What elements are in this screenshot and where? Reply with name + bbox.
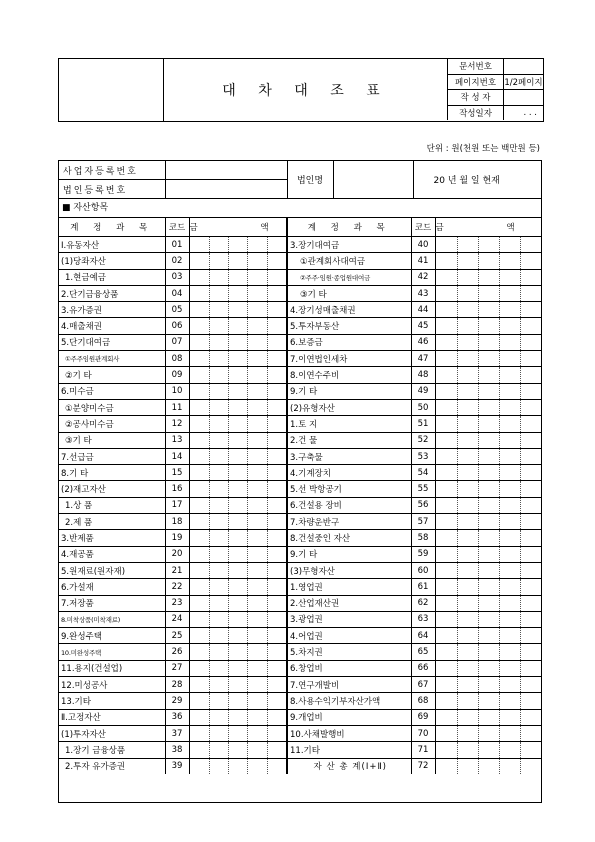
unit-note: 단위 : 원(천원 또는 백만원 등)	[426, 144, 540, 154]
account-name-left: 2.투자 유가증권	[59, 758, 165, 774]
table-row	[59, 530, 541, 546]
amount-field[interactable]	[435, 237, 541, 253]
account-code-left: 02	[165, 253, 189, 269]
amount-field[interactable]	[189, 709, 287, 725]
col-header-account-right: 계 정 과 목	[287, 218, 411, 237]
account-code-right: 57	[411, 514, 435, 530]
account-name-left: 3.유가증권	[59, 302, 165, 318]
account-name-left: ③기 타	[59, 432, 165, 448]
account-name-right: ②주주·임원·종업원대여금	[287, 269, 411, 285]
account-name-left: Ⅱ.고정자산	[59, 709, 165, 725]
account-name-right: 6.창업비	[287, 660, 411, 676]
amount-field[interactable]	[189, 514, 287, 530]
table-row	[59, 514, 541, 530]
header-blank-cell	[59, 59, 164, 121]
account-name-left: 1.장기 금융상품	[59, 742, 165, 758]
account-code-left: 38	[165, 742, 189, 758]
table-row	[59, 302, 541, 318]
amount-field[interactable]	[435, 611, 541, 627]
table-row	[59, 399, 541, 415]
account-code-left: 22	[165, 579, 189, 595]
col-header-amount-right: 금 액	[435, 218, 541, 237]
account-code-right: 49	[411, 383, 435, 399]
account-code-left: 37	[165, 725, 189, 741]
amount-field[interactable]	[189, 562, 287, 578]
account-name-left: ①주주임원관계회사	[59, 351, 165, 367]
amount-field[interactable]	[189, 530, 287, 546]
account-code-left: 15	[165, 465, 189, 481]
account-code-right: 54	[411, 465, 435, 481]
amount-field[interactable]	[435, 285, 541, 301]
amount-field[interactable]	[189, 334, 287, 350]
account-name-right: 3.구축물	[287, 448, 411, 464]
table-row	[59, 742, 541, 758]
account-code-left: 05	[165, 302, 189, 318]
amount-field[interactable]	[435, 383, 541, 399]
account-code-right: 53	[411, 448, 435, 464]
account-name-left: (2)재고자산	[59, 481, 165, 497]
account-name-left: ②공사미수금	[59, 416, 165, 432]
col-header-code-right: 코드	[411, 218, 435, 237]
account-name-right: 8.사용수익기부자산가액	[287, 693, 411, 709]
account-name-left: 6.미수금	[59, 383, 165, 399]
account-name-right: 2.건 물	[287, 432, 411, 448]
account-code-right: 41	[411, 253, 435, 269]
account-code-right: 44	[411, 302, 435, 318]
account-code-right: 58	[411, 530, 435, 546]
amount-field[interactable]	[189, 302, 287, 318]
account-code-left: 08	[165, 351, 189, 367]
account-name-left: 3.반제품	[59, 530, 165, 546]
account-code-left: 20	[165, 546, 189, 562]
amount-field[interactable]	[189, 399, 287, 415]
account-code-left: 06	[165, 318, 189, 334]
table-row	[59, 481, 541, 497]
account-name-left: 8.기 타	[59, 465, 165, 481]
account-name-right: 9.개업비	[287, 709, 411, 725]
account-name-right: (3)무형자산	[287, 562, 411, 578]
date-label: 작성일자	[448, 105, 504, 120]
account-name-left: 4.재공품	[59, 546, 165, 562]
account-code-right: 69	[411, 709, 435, 725]
amount-field[interactable]	[189, 269, 287, 285]
amount-field[interactable]	[189, 611, 287, 627]
account-code-left: 14	[165, 448, 189, 464]
account-name-right: 4.어업권	[287, 628, 411, 644]
amount-field[interactable]	[435, 465, 541, 481]
account-code-left: 29	[165, 693, 189, 709]
account-code-right: 61	[411, 579, 435, 595]
amount-field[interactable]	[435, 725, 541, 741]
account-code-left: 17	[165, 497, 189, 513]
account-name-left: 11.용지(건설업)	[59, 660, 165, 676]
account-name-left: 7.선급금	[59, 448, 165, 464]
account-code-right: 43	[411, 285, 435, 301]
account-name-left: 10.미완성주택	[59, 644, 165, 660]
table-row	[59, 318, 541, 334]
col-header-code-left: 코드	[165, 218, 189, 237]
amount-field[interactable]	[435, 595, 541, 611]
account-code-right: 67	[411, 677, 435, 693]
balance-sheet-form	[58, 160, 545, 803]
account-name-right: 2.산업재산권	[287, 595, 411, 611]
account-code-right: 60	[411, 562, 435, 578]
amount-field[interactable]	[189, 758, 287, 774]
amount-field[interactable]	[189, 725, 287, 741]
page-number-label: 페이지번호	[448, 74, 504, 90]
amount-field[interactable]	[189, 481, 287, 497]
account-code-left: 13	[165, 432, 189, 448]
table-row	[59, 448, 541, 464]
account-code-right: 52	[411, 432, 435, 448]
account-name-right: 6.건설용 장비	[287, 497, 411, 513]
account-code-left: 28	[165, 677, 189, 693]
amount-field[interactable]	[435, 399, 541, 415]
amount-field[interactable]	[435, 514, 541, 530]
amount-field[interactable]	[189, 628, 287, 644]
account-name-right: ③기 타	[287, 285, 411, 301]
account-name-left: 9.완성주택	[59, 628, 165, 644]
account-code-left: 26	[165, 644, 189, 660]
table-row	[59, 644, 541, 660]
amount-field[interactable]	[189, 432, 287, 448]
account-name-left: 2.단기금융상품	[59, 285, 165, 301]
account-code-left: 24	[165, 611, 189, 627]
biz-reg-number-label: 사업자등록번호	[59, 161, 165, 180]
account-name-left: 5.단기대여금	[59, 334, 165, 350]
account-name-right: 1.영업권	[287, 579, 411, 595]
table-row	[59, 497, 541, 513]
table-row	[59, 432, 541, 448]
account-code-left: 36	[165, 709, 189, 725]
account-code-right: 72	[411, 758, 435, 774]
account-name-right: 7.차량운반구	[287, 514, 411, 530]
amount-field[interactable]	[435, 579, 541, 595]
account-code-right: 47	[411, 351, 435, 367]
account-name-left: 7.저장품	[59, 595, 165, 611]
account-code-right: 48	[411, 367, 435, 383]
account-code-left: 23	[165, 595, 189, 611]
table-row	[59, 367, 541, 383]
account-name-left: 8.미착상품(미착재료)	[59, 611, 165, 627]
account-name-right: 6.보증금	[287, 334, 411, 350]
amount-field[interactable]	[435, 530, 541, 546]
document-title: 대 차 대 조 표	[222, 83, 389, 99]
account-name-left: 2.제 품	[59, 514, 165, 530]
amount-field[interactable]	[435, 628, 541, 644]
doc-number-value[interactable]	[504, 59, 544, 74]
amount-field[interactable]	[189, 448, 287, 464]
table-row	[59, 237, 541, 253]
amount-field[interactable]	[189, 742, 287, 758]
account-name-right: 8.이연수주비	[287, 367, 411, 383]
amount-field[interactable]	[435, 693, 541, 709]
table-row	[59, 253, 541, 269]
corp-name-label: 법인명	[287, 161, 333, 199]
amount-field[interactable]	[435, 334, 541, 350]
table-row	[59, 334, 541, 350]
account-code-left: 03	[165, 269, 189, 285]
company-info-table	[59, 161, 541, 199]
col-header-amount-left: 금 액	[189, 218, 287, 237]
amount-field[interactable]	[435, 709, 541, 725]
account-code-right: 63	[411, 611, 435, 627]
amount-field[interactable]	[189, 318, 287, 334]
account-name-left: 1.상 품	[59, 497, 165, 513]
amount-field[interactable]	[435, 644, 541, 660]
table-row	[59, 758, 541, 774]
account-name-right: 자 산 총 계(Ⅰ+Ⅱ)	[287, 758, 411, 774]
account-name-right: 10.사채발행비	[287, 725, 411, 741]
account-code-right: 46	[411, 334, 435, 350]
date-value[interactable]: . . .	[504, 105, 544, 120]
header-box	[58, 58, 544, 122]
account-code-right: 56	[411, 497, 435, 513]
account-code-right: 45	[411, 318, 435, 334]
account-code-left: 11	[165, 399, 189, 415]
account-code-left: 04	[165, 285, 189, 301]
amount-field[interactable]	[189, 253, 287, 269]
account-name-right: 1.토 지	[287, 416, 411, 432]
account-name-right: 8.건설중인 자산	[287, 530, 411, 546]
amount-field[interactable]	[435, 448, 541, 464]
amount-field[interactable]	[189, 367, 287, 383]
amount-field[interactable]	[435, 269, 541, 285]
account-code-left: 01	[165, 237, 189, 253]
account-name-right: 9.기 타	[287, 546, 411, 562]
amount-field[interactable]	[189, 237, 287, 253]
account-name-right: 3.광업권	[287, 611, 411, 627]
author-value[interactable]	[504, 90, 544, 106]
account-code-right: 62	[411, 595, 435, 611]
table-row	[59, 725, 541, 741]
account-code-left: 07	[165, 334, 189, 350]
amount-field[interactable]	[189, 546, 287, 562]
corp-reg-number-field[interactable]	[165, 180, 287, 199]
biz-reg-number-field[interactable]	[165, 161, 287, 180]
account-name-left: 1.현금예금	[59, 269, 165, 285]
account-code-right: 59	[411, 546, 435, 562]
account-code-right: 65	[411, 644, 435, 660]
amount-field[interactable]	[435, 351, 541, 367]
table-row	[59, 269, 541, 285]
amount-field[interactable]	[435, 497, 541, 513]
account-code-left: 39	[165, 758, 189, 774]
corp-name-field[interactable]	[333, 161, 413, 199]
account-name-left: 6.가설재	[59, 579, 165, 595]
account-name-right: 5.차지권	[287, 644, 411, 660]
table-row	[59, 660, 541, 676]
amount-field[interactable]	[435, 677, 541, 693]
account-code-right: 66	[411, 660, 435, 676]
account-code-left: 09	[165, 367, 189, 383]
account-name-right: 7.연구개발비	[287, 677, 411, 693]
account-code-right: 50	[411, 399, 435, 415]
table-row	[59, 383, 541, 399]
asset-accounts-table	[59, 218, 545, 774]
account-code-right: 55	[411, 481, 435, 497]
account-code-right: 71	[411, 742, 435, 758]
table-row	[59, 677, 541, 693]
table-row	[59, 285, 541, 301]
table-row	[59, 628, 541, 644]
as-of-date[interactable]: 20 년 월 일 현재	[413, 161, 541, 199]
table-row	[59, 611, 541, 627]
section-title: ■ 자산항목	[59, 199, 541, 218]
account-name-right: 7.이연법인세차	[287, 351, 411, 367]
table-row	[59, 351, 541, 367]
account-code-right: 40	[411, 237, 435, 253]
account-name-left: ②기 타	[59, 367, 165, 383]
account-name-right: 11.기타	[287, 742, 411, 758]
header-info-table	[447, 59, 543, 120]
amount-field[interactable]	[435, 253, 541, 269]
account-code-left: 27	[165, 660, 189, 676]
account-name-left: 13.기타	[59, 693, 165, 709]
account-name-left: 4.매출채권	[59, 318, 165, 334]
amount-field[interactable]	[189, 579, 287, 595]
account-code-left: 18	[165, 514, 189, 530]
table-row	[59, 709, 541, 725]
account-name-right: ①관계회사대여금	[287, 253, 411, 269]
table-row	[59, 562, 541, 578]
amount-field[interactable]	[435, 742, 541, 758]
amount-field[interactable]	[189, 465, 287, 481]
col-header-account-left: 계 정 과 목	[59, 218, 165, 237]
table-row	[59, 546, 541, 562]
account-code-right: 70	[411, 725, 435, 741]
amount-field[interactable]	[435, 481, 541, 497]
account-code-left: 10	[165, 383, 189, 399]
amount-field[interactable]	[189, 383, 287, 399]
corp-reg-number-label: 법인등록번호	[59, 180, 165, 199]
doc-number-label: 문서번호	[448, 59, 504, 74]
amount-field[interactable]	[189, 416, 287, 432]
account-name-left: ①분양미수금	[59, 399, 165, 415]
account-code-left: 21	[165, 562, 189, 578]
amount-field[interactable]	[435, 660, 541, 676]
account-name-left: Ⅰ.유동자산	[59, 237, 165, 253]
account-code-left: 16	[165, 481, 189, 497]
table-row	[59, 595, 541, 611]
account-code-right: 51	[411, 416, 435, 432]
account-code-left: 25	[165, 628, 189, 644]
account-code-left: 12	[165, 416, 189, 432]
table-row	[59, 465, 541, 481]
amount-field[interactable]	[189, 677, 287, 693]
amount-field[interactable]	[435, 302, 541, 318]
account-code-right: 68	[411, 693, 435, 709]
amount-field[interactable]	[189, 693, 287, 709]
author-label: 작 성 자	[448, 90, 504, 106]
amount-field[interactable]	[435, 562, 541, 578]
account-name-right: (2)유형자산	[287, 399, 411, 415]
amount-field[interactable]	[435, 758, 541, 774]
amount-field[interactable]	[189, 595, 287, 611]
table-row	[59, 693, 541, 709]
account-code-right: 42	[411, 269, 435, 285]
amount-field[interactable]	[435, 546, 541, 562]
table-row	[59, 579, 541, 595]
amount-field[interactable]	[189, 351, 287, 367]
account-name-right: 5.선 박항공기	[287, 481, 411, 497]
account-code-right: 64	[411, 628, 435, 644]
account-name-right: 4.장기성매출채권	[287, 302, 411, 318]
amount-field[interactable]	[189, 660, 287, 676]
account-name-left: (1)당좌자산	[59, 253, 165, 269]
table-row	[59, 416, 541, 432]
account-name-right: 5.투자부동산	[287, 318, 411, 334]
account-name-right: 4.기계장치	[287, 465, 411, 481]
account-name-left: 12.미성공사	[59, 677, 165, 693]
amount-field[interactable]	[189, 644, 287, 660]
amount-field[interactable]	[435, 416, 541, 432]
amount-field[interactable]	[189, 497, 287, 513]
account-name-left: 5.원재료(원자재)	[59, 562, 165, 578]
amount-field[interactable]	[435, 318, 541, 334]
account-name-right: 3.장기대여금	[287, 237, 411, 253]
amount-field[interactable]	[435, 432, 541, 448]
account-name-left: (1)투자자산	[59, 725, 165, 741]
amount-field[interactable]	[435, 367, 541, 383]
amount-field[interactable]	[189, 285, 287, 301]
account-name-right: 9.기 타	[287, 383, 411, 399]
account-code-left: 19	[165, 530, 189, 546]
page-number-value: 1/2페이지	[504, 74, 544, 90]
